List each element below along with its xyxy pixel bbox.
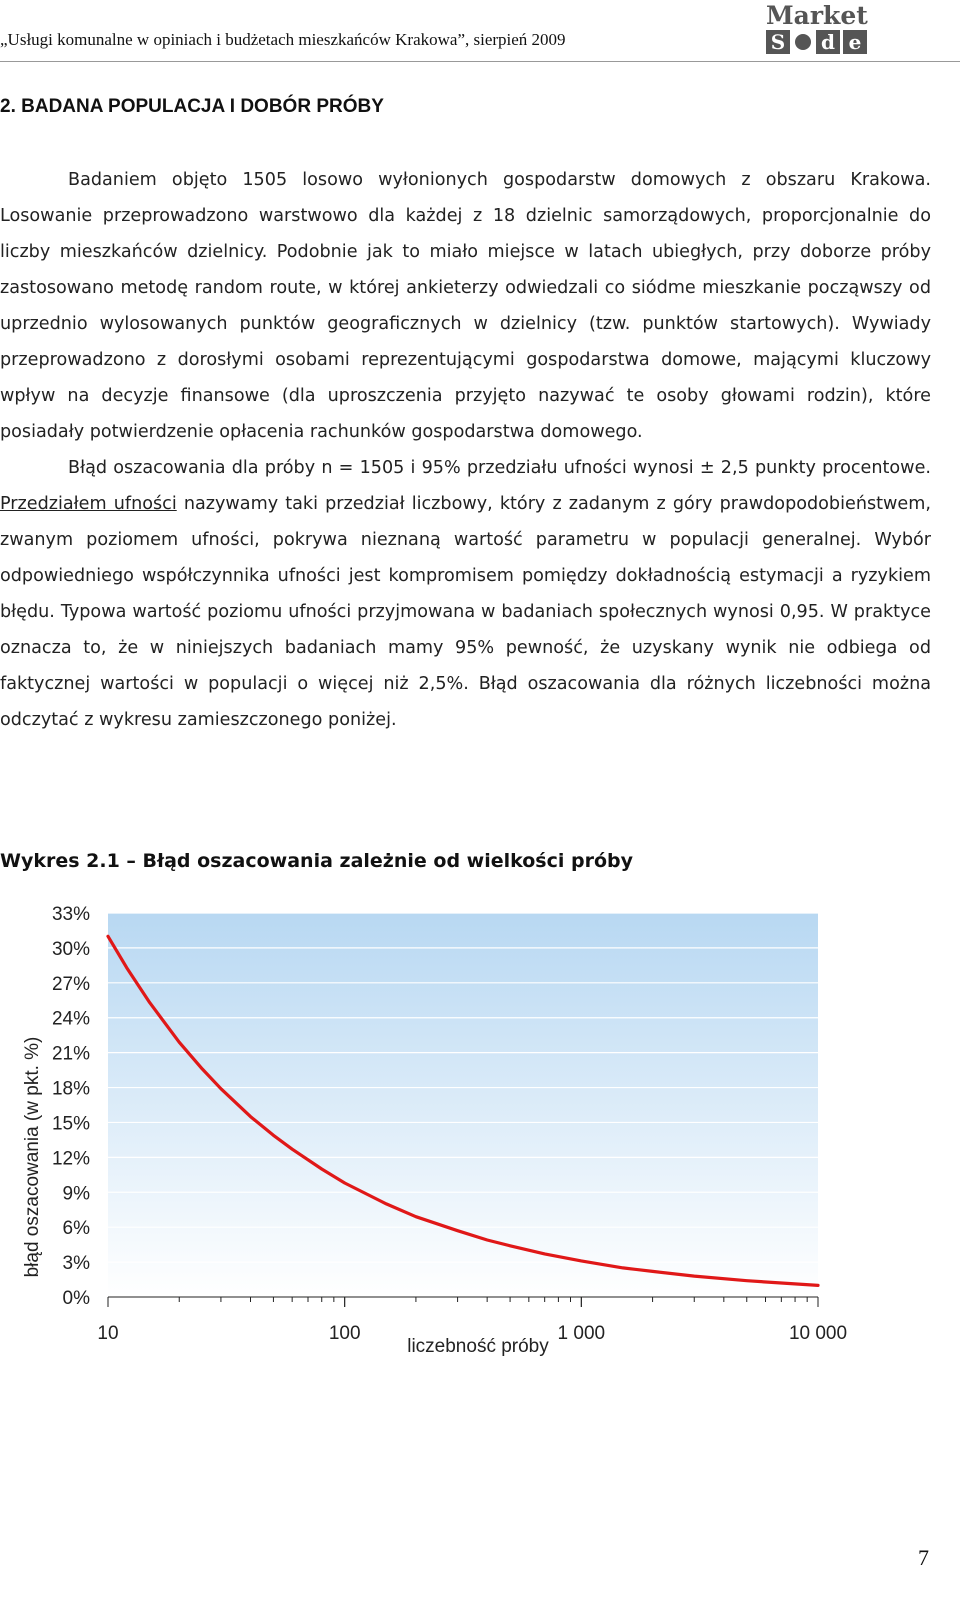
y-tick-label: 18%: [51, 1078, 90, 1100]
y-tick-label: 9%: [62, 1183, 90, 1205]
figure-title: Wykres 2.1 – Błąd oszacowania zależnie od wielkości próby: [0, 850, 634, 872]
logo-bottom-row: [766, 30, 874, 54]
x-tick-label: 1 000: [557, 1323, 606, 1344]
y-tick-label: 0%: [62, 1288, 90, 1309]
y-tick-label: 15%: [51, 1113, 90, 1135]
y-tick-label: 33%: [51, 904, 90, 925]
logo-letter: d: [816, 30, 840, 54]
paragraph-1: Badaniem objęto 1505 losowo wyłonionych gospodarstw domowych z obszaru Krakowa. Losowanie przeprowadzono warstwowo dla każdej z 18 dzielnic samorządowych, proporcjonalnie do liczby mieszkańców dzielnicy. Podobnie jak to miało miejsce w latach ubiegłych, przy doborze próby zastosowano metodę random route, w której ankieterzy odwiedzali co siódme mieszkanie począwszy od uprzednio wylosowanych punktów geograficznych w dzielnicy (tzw. punktów startowych). Wywiady przeprowadzono z dorosłymi osobami reprezentującymi gospodarstwa domowe, mającymi kluczowy wpływ na decyzje finansowe (dla uproszczenia przyjęto nazywać te osoby głowami rodzin), które posiadały potwierdzenie opłacenia rachunków gospodarstwa domowego.: [0, 170, 931, 442]
y-tick-label: 27%: [51, 973, 90, 995]
confidence-interval-term: Przedziałem ufności: [0, 494, 177, 514]
paragraph-2: [0, 450, 931, 738]
paragraph-2-part-a: Błąd oszacowania dla próby n = 1505 i 95% przedziału ufności wynosi ± 2,5 punkty procentowe.: [68, 458, 931, 478]
x-tick-label: 10 000: [788, 1323, 848, 1344]
x-axis-title: liczebność próby: [407, 1336, 549, 1357]
logo-dot: [795, 34, 811, 50]
header-divider: [0, 61, 960, 62]
y-tick-label: 21%: [51, 1043, 90, 1065]
logo-letter: e: [843, 30, 867, 54]
y-tick-label: 24%: [51, 1008, 90, 1030]
body-text: [0, 162, 931, 738]
y-tick-label: 12%: [51, 1148, 90, 1170]
y-tick-label: 3%: [62, 1253, 90, 1275]
document-header: „Usługi komunalne w opiniach i budżetach mieszkańców Krakowa”, sierpień 2009: [0, 30, 566, 49]
page-number: 7: [918, 1545, 929, 1570]
logo-letter: S: [766, 30, 790, 54]
y-tick-label: 6%: [62, 1218, 90, 1240]
y-tick-label: 30%: [51, 938, 90, 960]
x-tick-label: 10: [97, 1323, 119, 1344]
logo-top-text: Market: [766, 1, 868, 30]
paragraph-2-part-b: nazywamy taki przedział liczbowy, który z zadanym z góry prawdopodobieństwem, zwanym poziomem ufności, pokrywa nieznaną wartość parametru w populacji generalnej. Wybór odpowiedniego współczynnika ufności jest kompromisem pomiędzy dokładnością estymacji a ryzykiem błędu. Typowa wartość poziomu ufności przyjmowana w badaniach społecznych wynosi 0,95. W praktyce oznacza to, że w niniejszych badaniach mamy 95% pewność, że uzyskany wynik nie odbiega od faktycznej wartości w populacji o więcej niż 2,5%. Błąd oszacowania dla różnych liczebności można odczytać z wykresu zamieszczonego poniżej.: [0, 494, 931, 730]
y-axis-title: błąd oszacowania (w pkt. %): [22, 1036, 43, 1278]
plot-area: [108, 913, 818, 1297]
x-tick-label: 100: [328, 1323, 361, 1344]
section-title: 2. BADANA POPULACJA I DOBÓR PRÓBY: [0, 96, 384, 117]
error-chart: [0, 895, 880, 1370]
market-side-logo: [766, 3, 874, 54]
